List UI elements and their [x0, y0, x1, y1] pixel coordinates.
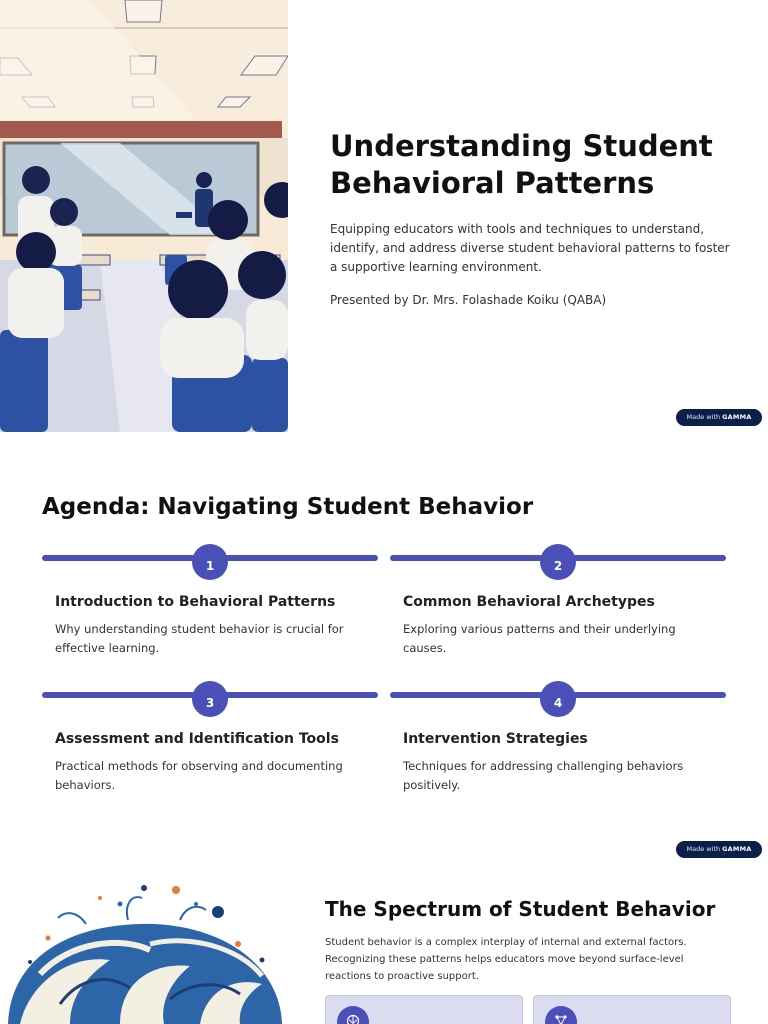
agenda-number-badge: 4 — [540, 681, 576, 717]
spectrum-title: The Spectrum of Student Behavior — [325, 897, 716, 921]
badge-brand: GAMMA — [722, 845, 752, 853]
presenter-credit: Presented by Dr. Mrs. Folashade Koiku (QABA) — [330, 293, 607, 307]
badge-prefix: Made with — [686, 845, 723, 853]
agenda-number-badge: 3 — [192, 681, 228, 717]
agenda-item-text: Practical methods for observing and documenting behaviors. — [55, 759, 343, 792]
classroom-illustration — [0, 0, 288, 432]
slide-title-heading: Understanding Student Behavioral Patterns — [330, 129, 713, 200]
behavior-card-1 — [325, 995, 523, 1024]
network-icon — [545, 1006, 577, 1024]
agenda-item-text: Techniques for addressing challenging behaviors positively. — [403, 759, 684, 792]
agenda-number-badge: 2 — [540, 544, 576, 580]
made-with-gamma-badge[interactable] — [676, 409, 762, 426]
slide-description: Equipping educators with tools and techniques to understand, identify, and address diverse student behavioral patterns to foster a supportive learning environment. — [330, 222, 730, 274]
badge-prefix: Made with — [686, 413, 723, 421]
slide-agenda — [0, 432, 768, 864]
spectrum-description: Student behavior is a complex interplay of internal and external factors. Recognizing these patterns helps educators move beyond surface-level reactions to proactive support. — [325, 937, 687, 982]
agenda-item-heading: Introduction to Behavioral Patterns — [55, 594, 336, 610]
slide-title — [0, 0, 768, 432]
brain-icon — [337, 1006, 369, 1024]
badge-brand: GAMMA — [722, 413, 752, 421]
behavior-card-2 — [533, 995, 731, 1024]
slide-spectrum — [0, 864, 768, 1024]
agenda-item-text: Exploring various patterns and their underlying causes. — [403, 622, 676, 655]
agenda-item-text: Why understanding student behavior is crucial for effective learning. — [55, 622, 344, 655]
agenda-number-badge: 1 — [192, 544, 228, 580]
agenda-title: Agenda: Navigating Student Behavior — [42, 494, 534, 520]
agenda-item-heading: Common Behavioral Archetypes — [403, 594, 655, 610]
agenda-item-heading: Assessment and Identification Tools — [55, 731, 339, 747]
brain-illustration — [0, 864, 288, 1024]
agenda-item-heading: Intervention Strategies — [403, 731, 588, 747]
made-with-gamma-badge[interactable] — [676, 841, 762, 858]
